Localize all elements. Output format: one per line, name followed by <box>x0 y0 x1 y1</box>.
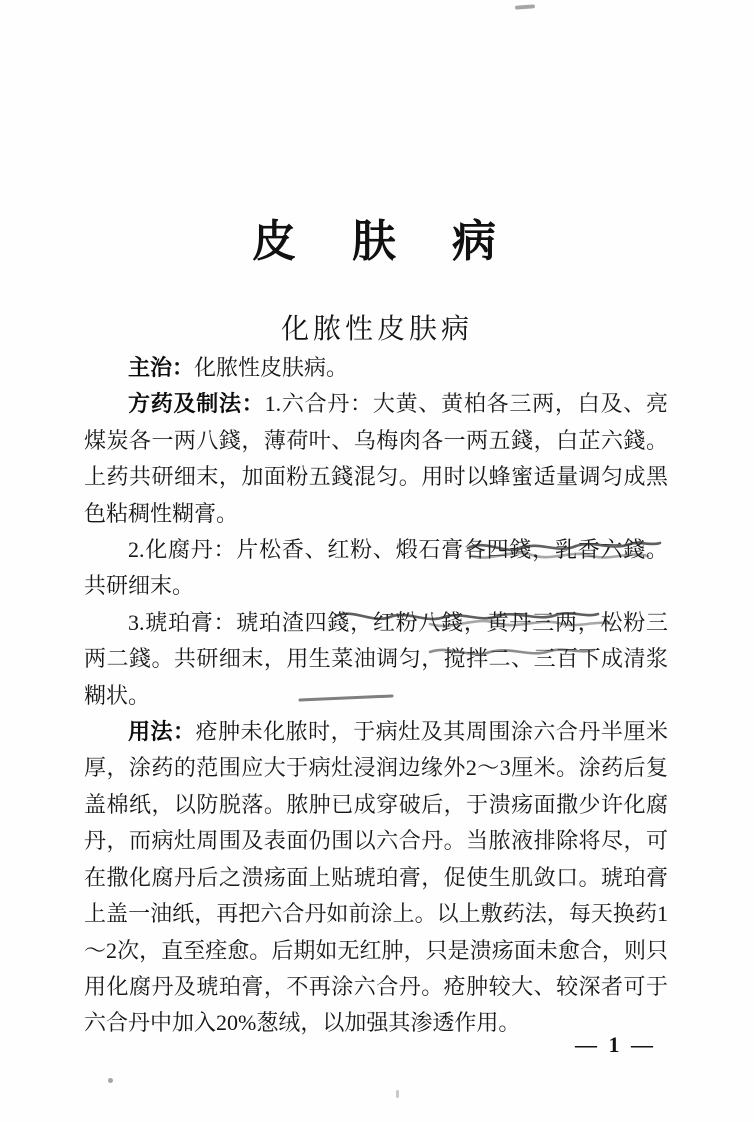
paragraph-label: 方药及制法： <box>128 391 265 417</box>
page-title: 皮 肤 病 <box>252 217 502 267</box>
scan-artifact <box>108 1078 113 1083</box>
scan-artifact <box>396 1090 399 1098</box>
paragraph <box>84 714 668 1042</box>
page-number: — 1 — <box>575 1032 656 1057</box>
paragraph-label: 用法： <box>128 719 196 745</box>
paragraph <box>84 605 668 714</box>
section-title: 化脓性皮肤病 <box>280 314 473 346</box>
scan-artifact <box>515 4 535 9</box>
paragraph-text: 疮肿未化脓时，于病灶及其周围涂六合丹半厘米厚，涂药的范围应大于病灶浸润边缘外2～3厘米。涂药后复盖棉纸，以防脱落。脓肿已成穿破后，于溃疡面撒少许化腐丹，而病灶周围及表面仍围以六合丹。当脓液排除将尽，可在撒化腐丹后之溃疡面上贴琥珀膏，促使生肌敛口。琥珀膏上盖一油纸，再把六合丹如前涂上。以上敷药法，每天换药1～2次，直至痊愈。后期如无红肿，只是溃疡面未愈合，则只用化腐丹及琥珀膏，不再涂六合丹。疮肿较大、较深者可于六合丹中加入20%葱绒，以加强其渗透作用。 <box>84 719 668 1036</box>
body-text <box>84 350 668 1042</box>
paragraph <box>84 532 668 605</box>
paragraph-text: 1.六合丹：大黄、黄柏各三两，白及、亮煤炭各一两八錢，薄荷叶、乌梅肉各一两五錢，白芷六錢。上药共研细末，加面粉五錢混匀。用时以蜂蜜适量调匀成黑色粘稠性糊膏。 <box>84 391 668 526</box>
paragraph <box>84 386 668 532</box>
paragraph-text: 化脓性皮肤病。 <box>194 355 349 380</box>
paragraph-text: 3.琥珀膏：琥珀渣四錢，红粉八錢，黄丹三两，松粉三两二錢。共研细末，用生菜油调匀，搅拌二、三百下成清浆糊状。 <box>84 609 668 708</box>
paragraph-label: 主治： <box>128 355 195 380</box>
paragraph-text: 2.化腐丹：片松香、红粉、煅石膏各四錢，乳香六錢。共研细末。 <box>84 537 668 599</box>
paragraph <box>84 350 668 386</box>
